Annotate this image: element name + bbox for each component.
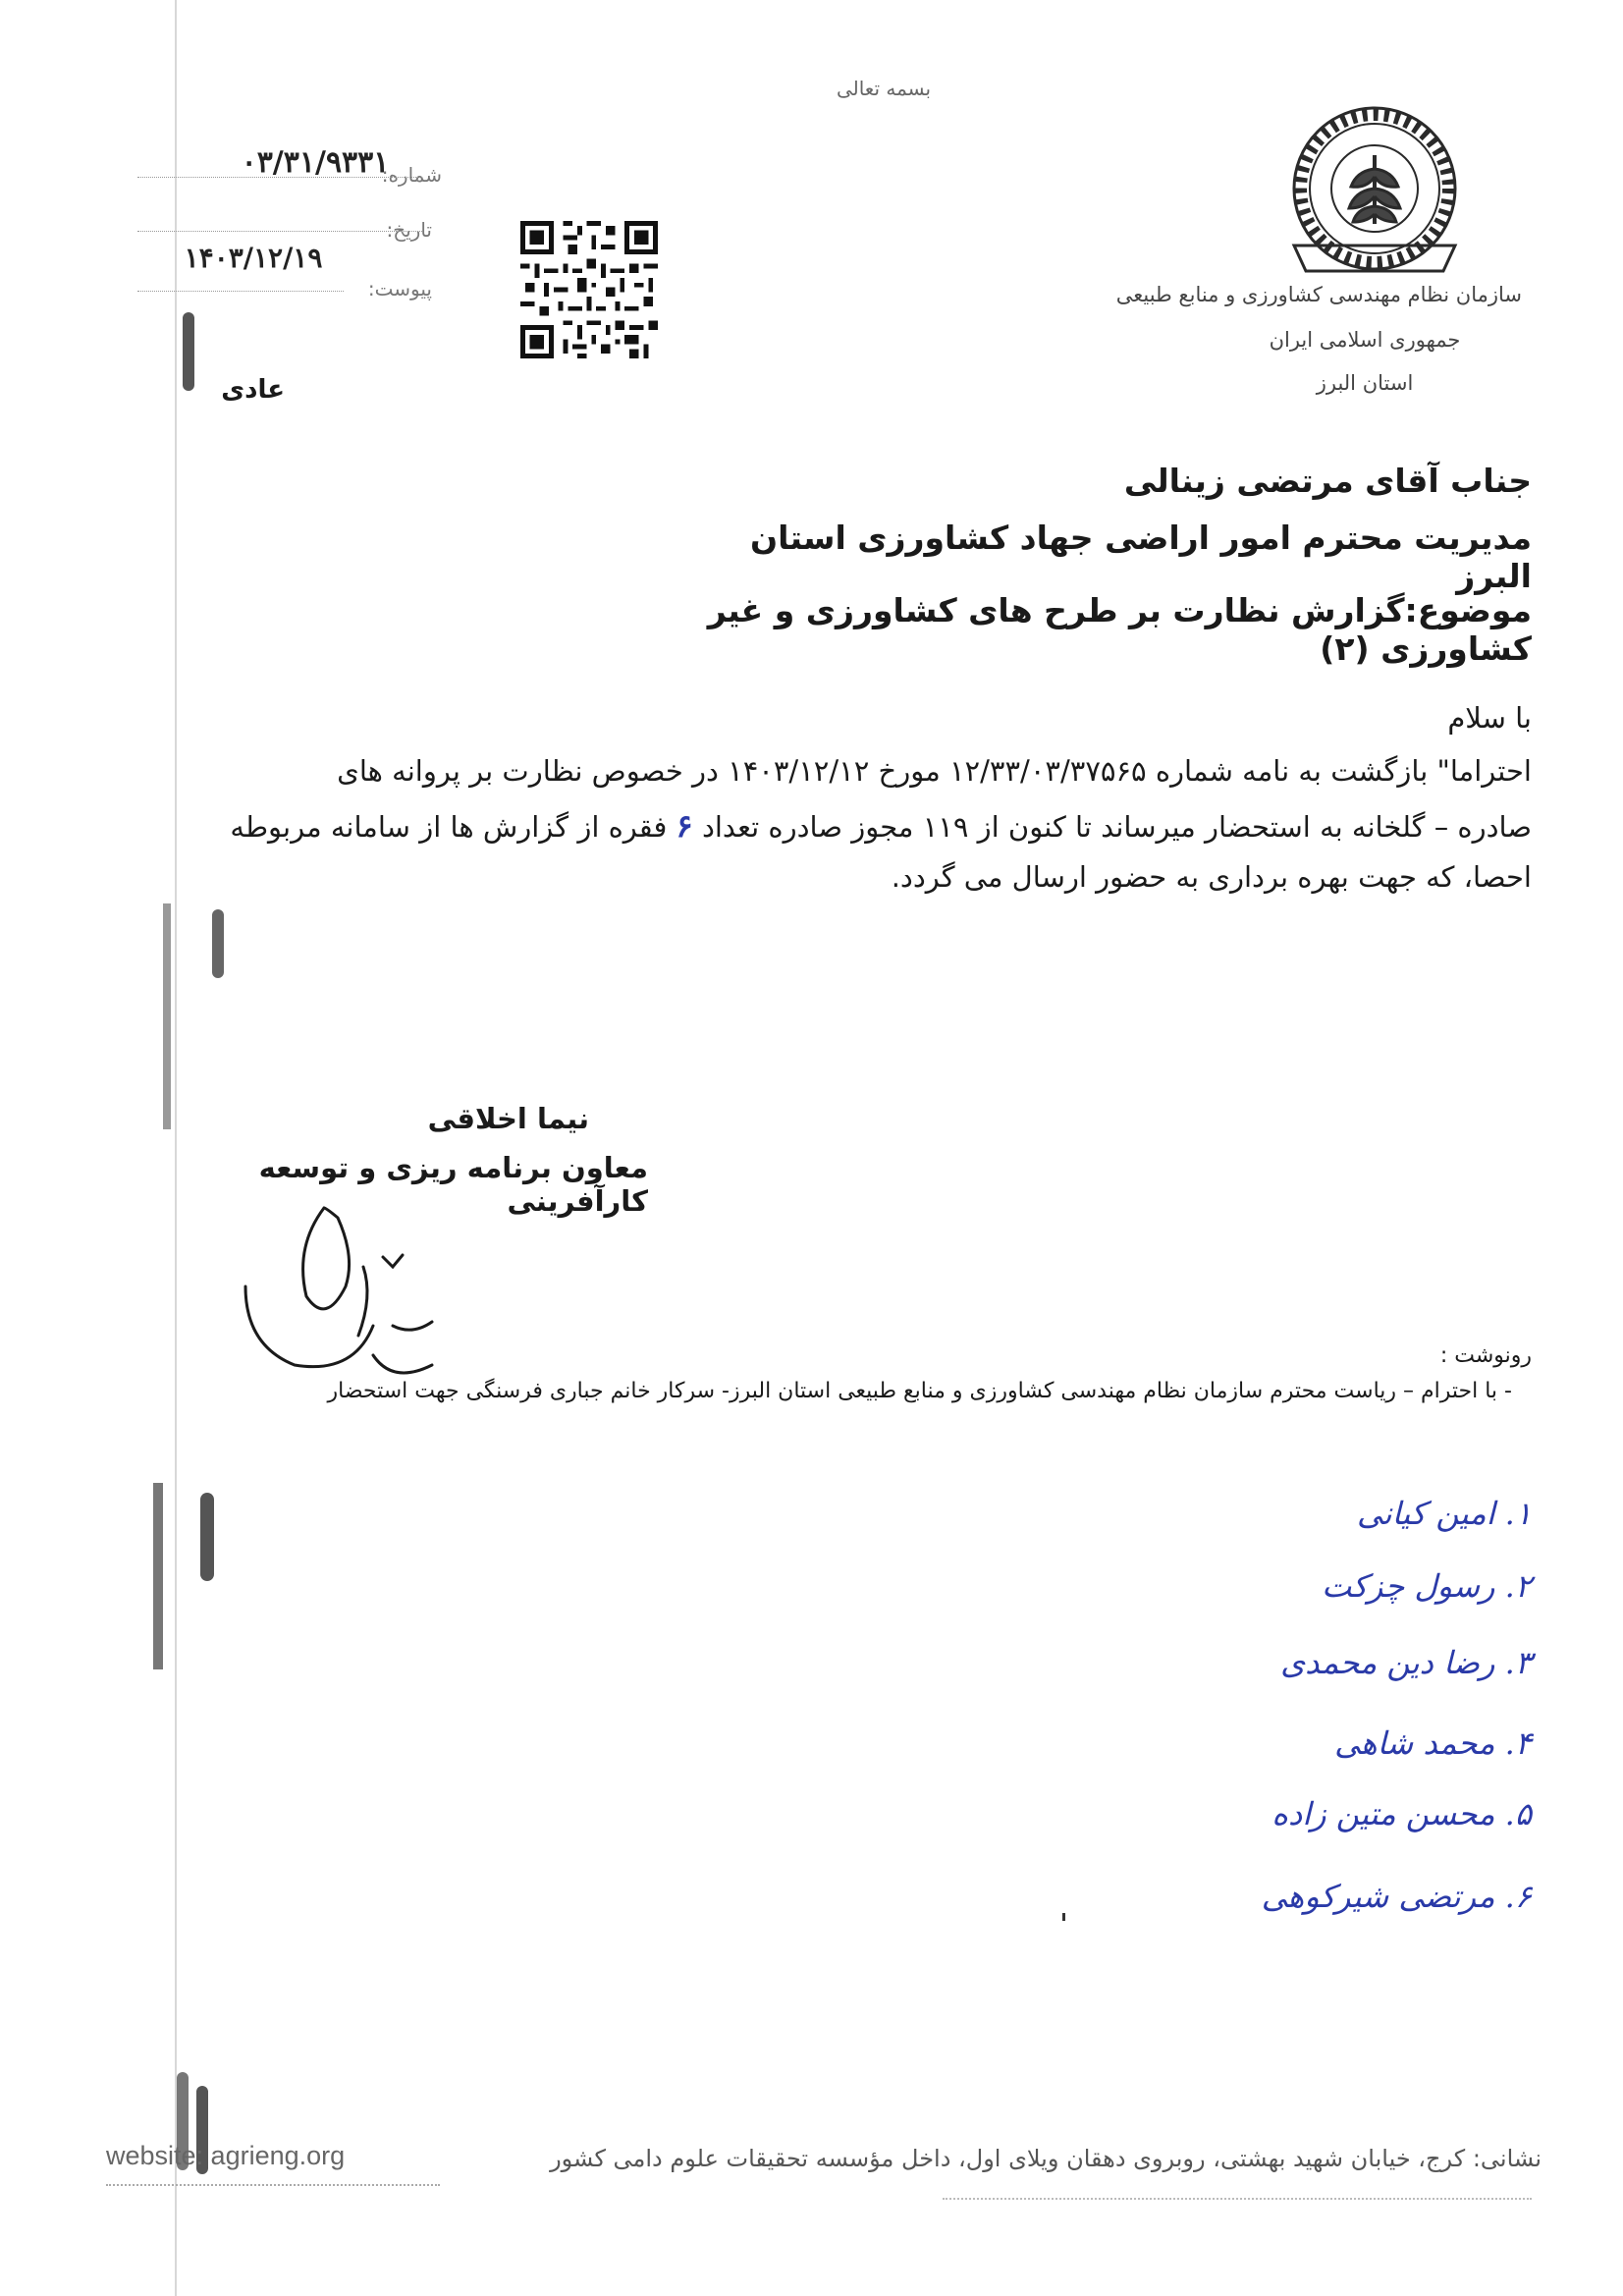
recipient-title: مدیریت محترم امور اراضی جهاد کشاورزی استان البرز <box>750 519 1532 595</box>
org-logo-emblem-icon <box>1276 98 1473 285</box>
cc-line: - با احترام – ریاست محترم سازمان نظام مهندسی کشاورزی و منابع طبیعی استان البرز- سرکار خانم جباری فرسنگی جهت استحضار <box>327 1379 1512 1403</box>
footer-address: نشانی: کرج، خیابان شهید بهشتی، روبروی دهقان ویلای اول، داخل مؤسسه تحقیقات علوم دامی کشور <box>550 2145 1542 2172</box>
number-label: شماره: <box>381 163 442 187</box>
handwritten-count: ۶ <box>676 807 693 845</box>
binder-mark <box>200 1493 214 1581</box>
binder-mark <box>163 903 171 1129</box>
body-line2-end: فقره از گزارش ها از سامانه مربوطه <box>230 810 668 844</box>
attachment-underline <box>137 291 344 292</box>
date-underline <box>137 231 422 232</box>
binder-mark <box>183 312 194 391</box>
org-name-line1: سازمان نظام مهندسی کشاورزی و منابع طبیعی <box>1115 283 1522 306</box>
body-line3: احصا، که جهت بهره برداری به حضور ارسال می گردد. <box>891 860 1532 894</box>
footer-website: website: agrieng.org <box>106 2141 346 2170</box>
body-line1: احتراما" بازگشت به نامه شماره ۱۲/۳۳/۰۳/۳۷۵۶۵ مورخ ۱۴۰۳/۱۲/۱۲ در خصوص نظارت بر پروانه های <box>337 754 1532 788</box>
scan-edge-line <box>175 0 177 2296</box>
binder-mark <box>212 909 224 978</box>
signer-position: معاون برنامه ریزی و توسعه کارآفرینی <box>258 1151 648 1218</box>
handwritten-name-6: ۶. مرتضی شیرکوهی <box>1261 1878 1532 1915</box>
qr-code <box>520 221 658 358</box>
cc-label: رونوشت : <box>1439 1343 1532 1368</box>
footer-right-line <box>943 2198 1532 2200</box>
classification-mark: عادی <box>221 375 285 405</box>
footer-left-line <box>106 2184 440 2186</box>
handwritten-name-3: ۳. رضا دین محمدی <box>1280 1644 1532 1681</box>
org-name-line3: استان البرز <box>1316 371 1414 395</box>
qr-code-icon <box>520 221 658 358</box>
handwritten-name-4: ۴. محمد شاهی <box>1334 1724 1532 1762</box>
handwritten-name-1: ۱. امین کیانی <box>1357 1495 1532 1532</box>
binder-mark <box>153 1483 163 1669</box>
date-label: تاریخ: <box>386 218 432 242</box>
handwritten-name-5: ۵. محسن متین زاده <box>1271 1795 1532 1832</box>
bismillah: بسمه تعالی <box>836 77 932 100</box>
date-value: ۱۴۰۳/۱۲/۱۹ <box>184 242 323 274</box>
org-logo <box>1276 98 1473 285</box>
number-value: ۰۳/۳۱/۹۳۳۱ <box>241 145 390 180</box>
org-name-line2: جمهوری اسلامی ایران <box>1269 328 1461 352</box>
body-line2 <box>182 807 1532 845</box>
handwritten-name-2: ۲. رسول چزکت <box>1322 1567 1532 1605</box>
speck <box>1062 1913 1065 1921</box>
recipient-name: جناب آقای مرتضی زینالی <box>1123 462 1532 500</box>
number-underline <box>137 177 422 178</box>
body-line2-start: صادره – گلخانه به استحضار میرساند تا کنون از ۱۱۹ مجوز صادره تعداد <box>701 810 1532 844</box>
attachment-label: پیوست: <box>367 277 432 301</box>
signer-name: نیما اخلاقی <box>427 1102 589 1135</box>
subject-line: موضوع:گزارش نظارت بر طرح های کشاورزی و غیر کشاورزی (۲) <box>707 591 1532 668</box>
body-greeting: با سلام <box>1447 701 1532 735</box>
